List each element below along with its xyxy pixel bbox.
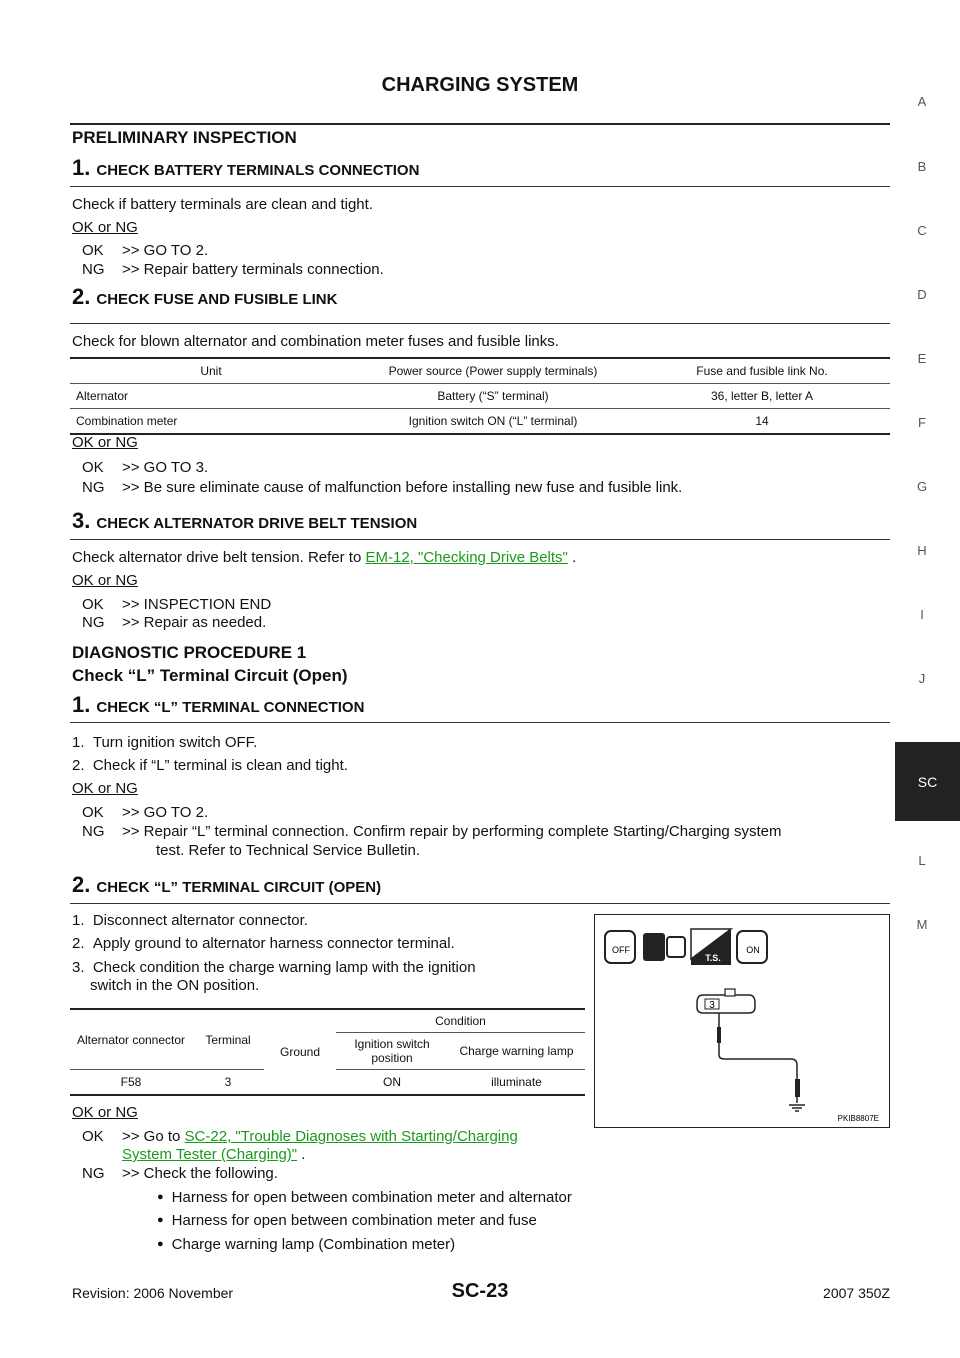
bullet-item: ● Charge warning lamp (Combination meter) [157,1236,455,1253]
link-em12-checking-drive-belts[interactable]: EM-12, "Checking Drive Belts" [365,549,568,566]
table-cell: Battery (“S” terminal) [352,384,634,409]
table-header: Ignition switch position [336,1033,448,1070]
table-cell: Combination meter [76,414,178,428]
ok-or-ng-label: OK or NG [72,780,138,797]
ok-or-ng-label: OK or NG [72,219,138,236]
ok-or-ng-label: OK or NG [72,1104,138,1121]
step-title: CHECK FUSE AND FUSIBLE LINK [96,291,338,308]
harness-connector-icon [697,989,755,1013]
step-number: 2. [72,284,91,309]
step-title: CHECK ALTERNATOR DRIVE BELT TENSION [96,515,418,532]
step-heading [72,872,381,898]
bullet-item: ● Harness for open between combination meter and alternator [157,1189,572,1206]
table-cell: F58 [120,1075,142,1089]
table-header: Terminal [192,1009,264,1070]
side-tab-a[interactable]: A [917,94,927,109]
list-item-continued: switch in the ON position. [90,977,260,994]
tester-ts-icon [691,929,731,965]
table-header: Alternator connector [70,1009,192,1070]
step-title: CHECK “L” TERMINAL CONNECTION [96,699,365,716]
step-heading [72,508,417,534]
side-tab-i[interactable]: I [920,607,924,622]
divider [70,186,890,187]
condition-table [70,1008,585,1096]
harness-wire [719,1013,797,1103]
table-cell: 14 [755,414,769,428]
link-sc22-trouble-diagnoses-cont[interactable]: System Tester (Charging)" [122,1146,298,1163]
side-tab-e[interactable]: E [917,351,927,366]
list-item: 1. Turn ignition switch OFF. [72,734,258,751]
ok-result-continued: System Tester (Charging)" . [122,1146,306,1163]
page-number: SC-23 [451,1280,509,1302]
divider [70,903,890,904]
side-tab-h[interactable]: H [917,543,927,558]
divider [70,722,890,723]
list-item: 3. Check condition the charge warning lamp with the ignition [72,959,476,976]
table-header: Power source (Power supply terminals) [352,358,634,384]
step-heading [72,692,364,718]
on-label: ON [746,945,760,955]
step-heading [72,155,419,181]
instruction-text: Check alternator drive belt tension. Refer to EM-12, "Checking Drive Belts" . [72,549,577,566]
model-text: 2007 350Z [823,1285,890,1301]
ignition-on-icon [737,931,767,963]
revision-text: Revision: 2006 November [72,1285,234,1301]
table-row [70,384,890,409]
ignition-off-icon [605,931,635,963]
side-tab-l[interactable]: L [918,853,926,868]
wire-marker [795,1079,800,1097]
instruction-text: Check for blown alternator and combination meter fuses and fusible links. [72,333,559,350]
side-tab-d[interactable]: D [917,287,927,302]
ok-or-ng-label: OK or NG [72,434,138,451]
section-heading-preliminary: PRELIMINARY INSPECTION [72,128,297,147]
ts-label: T.S. [705,953,721,963]
step-number: 3. [72,508,91,533]
header-rule [70,123,890,125]
table-cell: Alternator [70,384,352,409]
side-tab-c[interactable]: C [917,223,927,238]
side-tab-m[interactable]: M [916,917,928,932]
page-title: CHARGING SYSTEM [381,74,579,96]
step-title: CHECK BATTERY TERMINALS CONNECTION [96,162,420,179]
connector-disconnect-icon [643,933,685,961]
bullet-item: ● Harness for open between combination meter and fuse [157,1212,537,1229]
table-header: Unit [70,358,352,384]
table-header: Ground [279,1045,321,1059]
table-header: Condition [336,1009,585,1033]
list-item: 1. Disconnect alternator connector. [72,912,308,929]
table-cell: 36, letter B, letter A [634,384,890,409]
table-cell: ON [383,1075,401,1089]
section-heading-diagnostic: DIAGNOSTIC PROCEDURE 1 [72,643,307,662]
divider [70,539,890,540]
table-header: Fuse and fusible link No. [634,358,890,384]
divider [70,323,890,324]
step-number: 2. [72,872,91,897]
circuit-illustration [595,915,889,1127]
link-sc22-trouble-diagnoses[interactable]: SC-22, "Trouble Diagnoses with Starting/Charging [184,1128,518,1145]
ok-or-ng-label: OK or NG [72,572,138,589]
list-item: 2. Check if “L” terminal is clean and tight. [72,757,348,774]
terminal-number: 3 [709,1000,715,1011]
section-subheading: Check “L” Terminal Circuit (Open) [72,666,348,685]
step-number: 1. [72,692,91,717]
ng-result-continued: test. Refer to Technical Service Bulletin. [156,842,421,859]
table-row [70,409,890,435]
step-number: 1. [72,155,91,180]
table-header: Charge warning lamp [448,1033,585,1070]
table-cell: Ignition switch ON (“L” terminal) [408,414,578,428]
fuse-table [70,357,890,435]
ground-icon [789,1105,805,1111]
side-tab-j[interactable]: J [918,671,926,686]
off-label: OFF [612,945,630,955]
side-tab-b[interactable]: B [917,159,927,174]
step-heading [72,284,337,310]
side-tab-sc-active[interactable]: SC [895,742,960,821]
table-cell: illuminate [491,1075,542,1089]
side-tab-f[interactable]: F [918,415,926,430]
table-header-row [70,358,890,384]
table-cell: 3 [224,1075,232,1089]
wire-marker [717,1027,721,1043]
connector-diagram [594,914,890,1128]
instruction-text: Check if battery terminals are clean and tight. [72,196,373,213]
step-title: CHECK “L” TERMINAL CIRCUIT (OPEN) [96,879,382,896]
side-tab-g[interactable]: G [916,479,928,494]
list-item: 2. Apply ground to alternator harness connector terminal. [72,935,455,952]
figure-code: PKIB8807E [837,1114,879,1123]
